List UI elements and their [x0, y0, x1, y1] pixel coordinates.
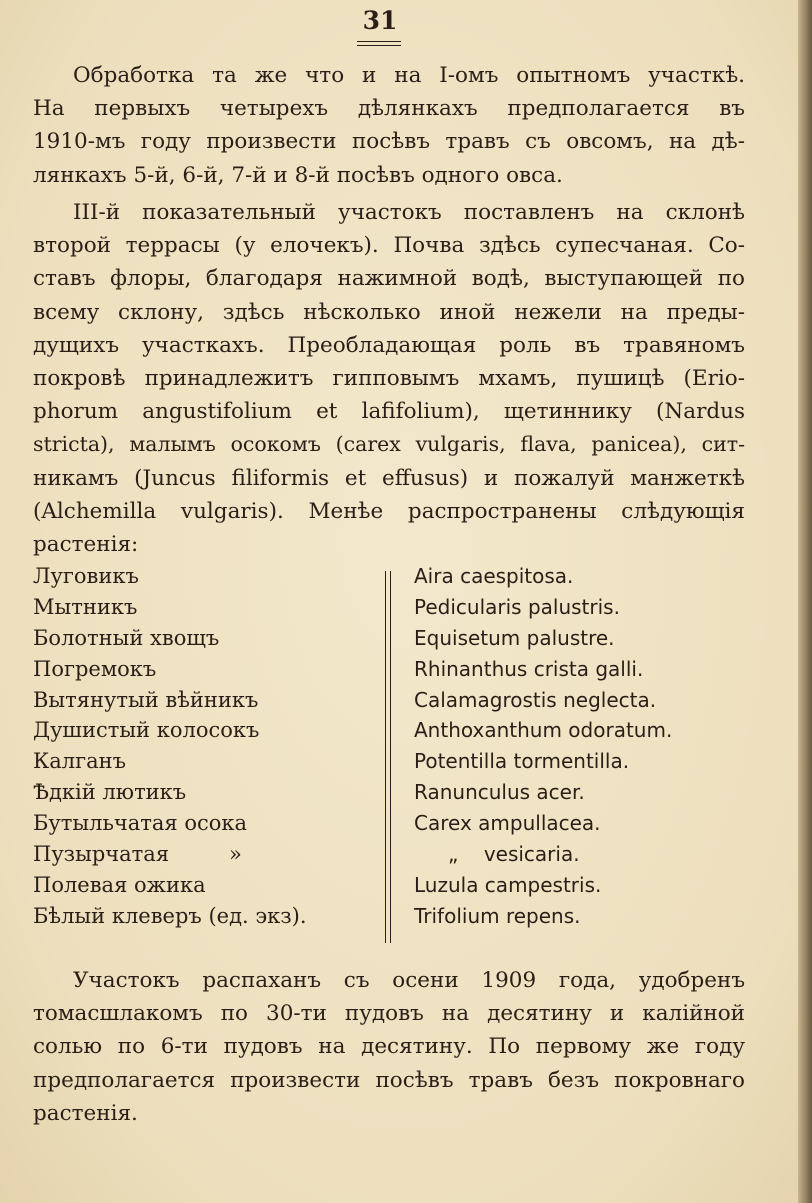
text-line: томасшлакомъ по 30-ти пудовъ на десятину и калiйной — [33, 1001, 745, 1027]
page-edge-shadow — [798, 0, 812, 1203]
text-line: солью по 6-ти пудовъ на десятину. По первому же году — [33, 1034, 745, 1060]
text-line: 1910-мъ году произвести посѣвъ травъ съ овсомъ, на дѣ- — [33, 129, 745, 155]
plant-name-ru: Калганъ — [33, 749, 126, 774]
text-line: предполагается произвести посѣвъ травъ безъ покровнаго — [33, 1067, 745, 1093]
latin-names-column — [414, 561, 744, 932]
text-line: растенія. — [33, 1100, 138, 1126]
page-number-rule — [357, 45, 401, 46]
text-line: stricta), малымъ осокомъ (carex vulgaris, flava, panicea), сит- — [33, 432, 745, 457]
plant-name-latin: Equisetum palustre. — [414, 625, 615, 650]
paragraph-2 — [33, 196, 745, 561]
russian-names-column — [33, 561, 373, 932]
plant-name-latin: Rhinanthus crista galli. — [414, 656, 644, 681]
text-line: phorum angustifolium et lafifolium), щетиннику (Nardus — [33, 399, 745, 425]
plant-name-latin: Ranunculus acer. — [414, 780, 585, 805]
plant-name-ru-row — [33, 839, 373, 870]
plant-name-ru: Ѣдкій лютикъ — [33, 780, 187, 805]
page-number: 31 — [362, 6, 398, 35]
paragraph-3 — [33, 964, 745, 1130]
text-line: второй террасы (у елочекъ). Почва здѣсь супесчаная. Со- — [33, 233, 745, 259]
plant-name-latin: Pedicularis palustris. — [414, 594, 620, 619]
text-line: (Alchemilla vulgaris). Менѣе распространены слѣдующія — [33, 498, 745, 524]
text-line: растенія: — [33, 532, 139, 558]
plant-name-ru: Луговикъ — [33, 564, 139, 588]
text-line: ставъ флоры, благодаря нажимной водѣ, выступающей по — [33, 266, 745, 292]
text-line: На первыхъ четырехъ дѣлянкахъ предполагается въ — [33, 96, 745, 122]
paragraph-1 — [33, 59, 745, 192]
ditto-mark: „ — [448, 842, 459, 867]
plant-name-latin: Carex ampullacea. — [414, 811, 601, 836]
plant-name-ru: Болотный хвощъ — [33, 625, 220, 650]
plant-name-latin: Aira caespitosa. — [414, 564, 574, 588]
plant-name-ru: Душистый колосокъ — [33, 718, 260, 743]
plant-name-latin: Calamagrostis neglecta. — [414, 687, 657, 712]
page-number-rule — [357, 41, 401, 42]
text-line: всему склону, здѣсь нѣсколько иной нежели на преды- — [33, 299, 745, 325]
text-line: III-й показательный участокъ поставленъ на склонѣ — [73, 200, 745, 225]
plant-name-ru: Полевая ожика — [33, 872, 206, 897]
ditto-mark: » — [229, 842, 242, 867]
plant-name-ru: Мытникъ — [33, 594, 138, 619]
plant-name-latin-row — [414, 839, 744, 870]
plant-name-ru: Бѣлый клеверъ (ед. экз). — [33, 903, 307, 928]
plant-name-ru: Погремокъ — [33, 656, 157, 681]
plant-name-latin: Trifolium repens. — [414, 903, 581, 928]
text-line: Участокъ распаханъ съ осени 1909 года, удобренъ — [73, 968, 745, 993]
column-divider — [385, 571, 386, 943]
text-line: дущихъ участкахъ. Преобладающая роль въ травяномъ — [33, 332, 745, 358]
text-line: лянкахъ 5-й, 6-й, 7-й и 8-й посѣвъ одного овса. — [33, 162, 563, 188]
column-divider — [390, 571, 391, 943]
plant-name-ru: Бутыльчатая осока — [33, 811, 248, 836]
plant-name-latin: Anthoxanthum odoratum. — [414, 718, 673, 743]
plant-name-ru: Вытянутый вѣйникъ — [33, 687, 259, 712]
plant-name-latin: Luzula campestris. — [414, 872, 602, 897]
plant-name-latin: vesicaria. — [483, 842, 580, 867]
text-line: никамъ (Juncus filiformis et effusus) и пожалуй манжеткѣ — [33, 465, 745, 491]
text-line: Обработка та же что и на I-омъ опытномъ участкѣ. — [73, 63, 745, 88]
text-line: покровѣ принадлежитъ гипповымъ мхамъ, пушицѣ (Erio- — [33, 366, 745, 392]
plant-name-latin: Potentilla tormentilla. — [414, 749, 630, 774]
plant-name-ru: Пузырчатая — [33, 842, 170, 867]
